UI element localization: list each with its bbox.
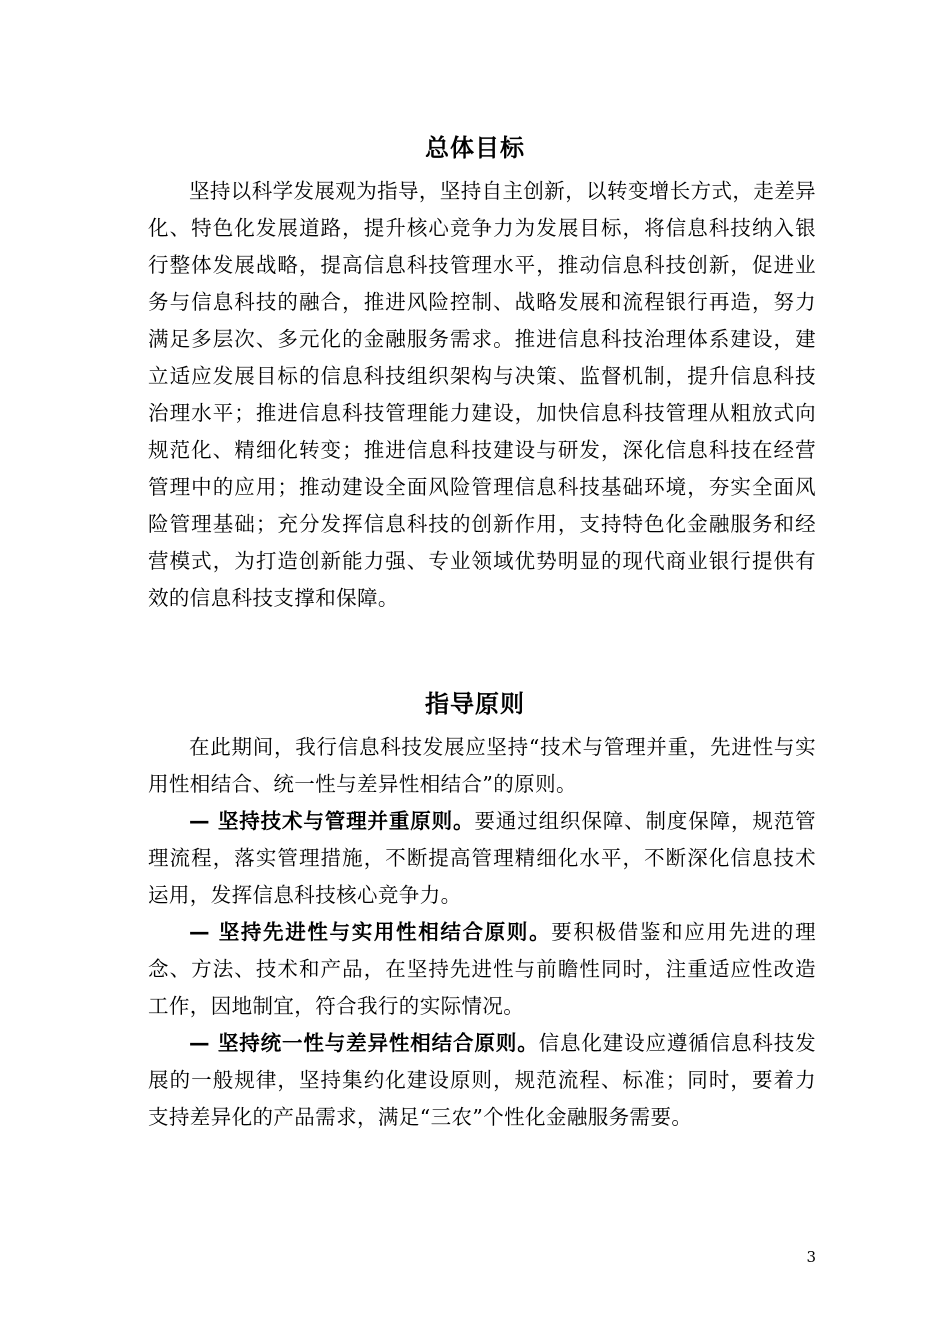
principle-text: 要通过组织保障、制度保障，规范管理流程，落实管理措施，不断提高管理精细化水平，不断深化信息技术运用，发挥信息科技核心竞争力。 <box>148 809 816 907</box>
principle-lead: — 坚持技术与管理并重原则。 <box>189 809 475 833</box>
overall-goal-body <box>148 173 816 617</box>
principle-lead: — 坚持统一性与差异性相结合原则。 <box>189 1031 539 1055</box>
principle-paragraph <box>148 1025 816 1136</box>
paragraph <box>148 173 816 617</box>
paragraph <box>148 729 816 803</box>
paragraph-text: 坚持以科学发展观为指导，坚持自主创新，以转变增长方式，走差异化、特色化发展道路，提升核心竞争力为发展目标，将信息科技纳入银行整体发展战略，提高信息科技管理水平，推动信息科技创新，促进业务与信息科技的融合，推进风险控制、战略发展和流程银行再造，努力满足多层次、多元化的金融服务需求。推进信息科技治理体系建设，建立适应发展目标的信息科技组织架构与决策、监督机制，提升信息科技治理水平；推进信息科技管理能力建设，加快信息科技管理从粗放式向规范化、精细化转变；推进信息科技建设与研发，深化信息科技在经营管理中的应用；推动建设全面风险管理信息科技基础环境，夯实全面风险管理基础；充分发挥信息科技的创新作用，支持特色化金融服务和经营模式，为打造创新能力强、专业领域优势明显的现代商业银行提供有效的信息科技支撑和保障。 <box>148 179 816 610</box>
paragraph-text: 在此期间，我行信息科技发展应坚持“技术与管理并重，先进性与实用性相结合、统一性与差异性相结合”的原则。 <box>148 735 816 796</box>
principle-paragraph <box>148 914 816 1025</box>
page-number: 3 <box>806 1248 816 1266</box>
principle-paragraph <box>148 803 816 914</box>
guiding-principles-body <box>148 729 816 1136</box>
principle-text: 信息化建设应遵循信息科技发展的一般规律，坚持集约化建设原则，规范流程、标准；同时，要着力支持差异化的产品需求，满足“三农”个性化金融服务需要。 <box>148 1031 817 1129</box>
principle-text: 要积极借鉴和应用先进的理念、方法、技术和产品，在坚持先进性与前瞻性同时，注重适应性改造工作，因地制宜，符合我行的实际情况。 <box>148 920 816 1018</box>
section-title-guiding-principles: 指导原则 <box>425 690 525 718</box>
principle-lead: — 坚持先进性与实用性相结合原则。 <box>189 920 552 944</box>
section-title-overall-goal: 总体目标 <box>425 134 525 162</box>
